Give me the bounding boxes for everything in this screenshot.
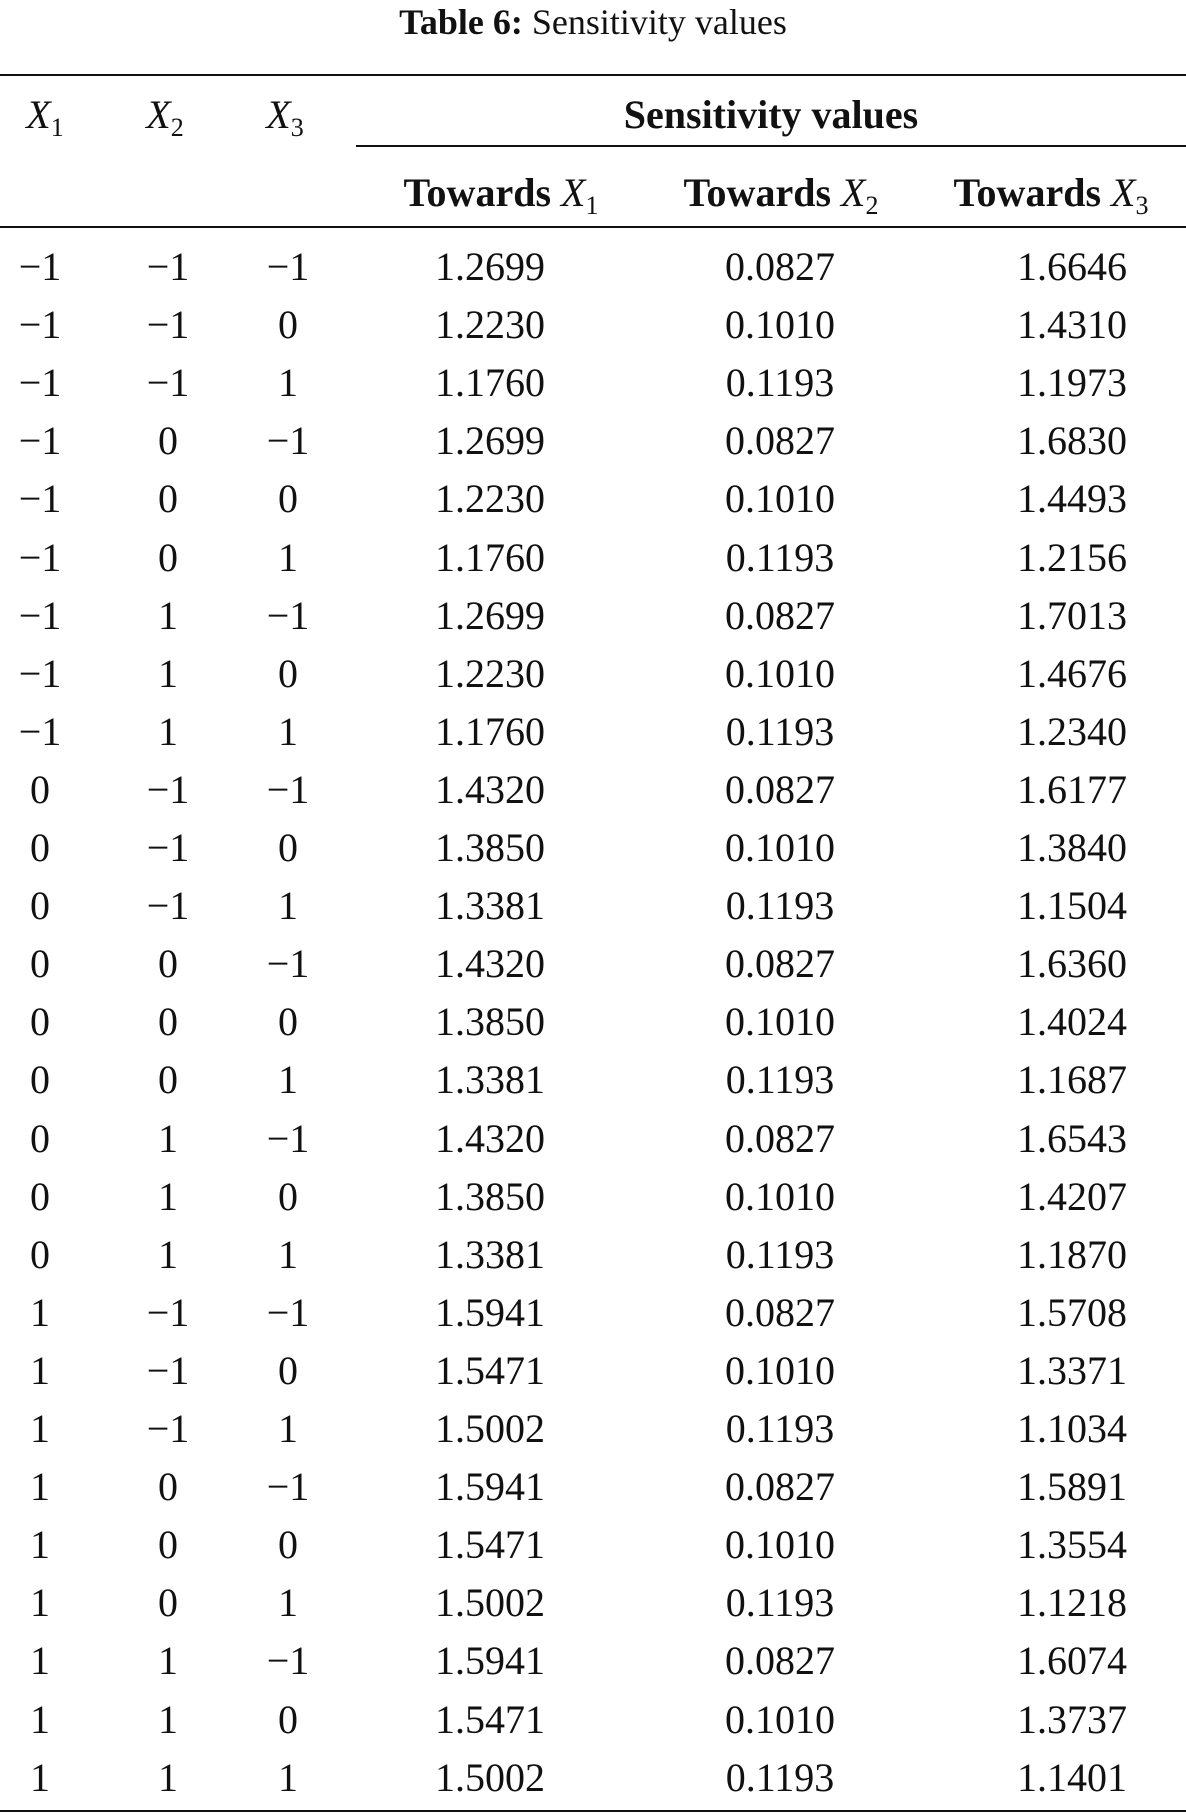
cell-towards-x2: 0.1193 [725,1754,835,1800]
cell-x1: 1 [30,1522,50,1568]
cell-x3: 1 [278,534,298,580]
cell-x2: 0 [158,418,178,464]
cell-towards-x2: 0.1010 [725,476,835,522]
cell-x1: 0 [30,825,50,870]
cell-towards-x1: 1.5002 [435,1580,545,1626]
cell-towards-x2: 0.1193 [725,708,835,754]
cell-towards-x3: 1.6543 [1017,1115,1127,1161]
cell-x2: −1 [146,244,190,289]
cell-x3: 1 [278,708,298,754]
cell-towards-x3: 1.1870 [1017,1231,1127,1277]
cell-x2: 1 [158,1754,178,1800]
cell-x3: 0 [278,302,298,348]
cell-towards-x3: 1.5708 [1017,1289,1127,1335]
cell-towards-x2: 0.1010 [725,1696,835,1742]
header-x2: $X_2$ [146,92,184,142]
cell-x2: −1 [146,825,190,870]
header-rule [0,226,1186,228]
cell-towards-x1: 1.2699 [435,592,545,638]
cell-towards-x3: 1.5891 [1017,1464,1127,1510]
cell-x3: −1 [266,1464,310,1510]
cell-x2: −1 [146,1406,190,1451]
cell-towards-x1: 1.3381 [435,1231,545,1277]
cell-x3: −1 [266,766,310,812]
cell-towards-x3: 1.2340 [1017,708,1127,754]
cell-towards-x3: 1.3554 [1017,1522,1127,1568]
cell-towards-x2: 0.0827 [725,418,835,464]
cell-towards-x3: 1.6646 [1017,244,1127,289]
cell-x1: 0 [30,999,50,1045]
cell-x1: 0 [30,1231,50,1277]
cell-towards-x1: 1.5941 [435,1289,545,1335]
cell-x2: 1 [158,650,178,696]
cell-towards-x1: 1.5941 [435,1638,545,1684]
cell-x2: −1 [146,1347,190,1393]
cell-towards-x2: 0.1010 [725,1347,835,1393]
cell-towards-x1: 1.5002 [435,1754,545,1800]
cell-x2: 1 [158,1638,178,1684]
cell-x3: 1 [278,1406,298,1451]
caption-text: Sensitivity values [531,2,787,42]
header-towards-x2: Towards $X_2$ [683,170,879,220]
cell-x2: −1 [146,360,190,406]
cell-x2: 0 [158,1522,178,1568]
cell-towards-x1: 1.3381 [435,883,545,929]
cell-x1: 0 [30,1057,50,1103]
cell-x1: 1 [30,1406,50,1451]
cell-x1: 1 [30,1347,50,1393]
cell-x2: −1 [146,302,190,348]
cell-towards-x1: 1.2230 [435,476,545,522]
cell-towards-x2: 0.1193 [725,883,835,929]
cell-towards-x1: 1.5471 [435,1696,545,1742]
cell-x3: −1 [266,418,310,464]
cell-x1: −1 [18,650,62,696]
cell-x3: −1 [266,592,310,638]
cell-towards-x3: 1.4493 [1017,476,1127,522]
cell-towards-x3: 1.4676 [1017,650,1127,696]
cell-x2: 1 [158,1115,178,1161]
caption-label: Table 6: [399,2,523,42]
cell-x3: 0 [278,476,298,522]
cell-towards-x1: 1.1760 [435,534,545,580]
cell-x3: 0 [278,650,298,696]
header-x3: $X_3$ [266,92,304,142]
cell-towards-x2: 0.1193 [725,360,835,406]
cell-towards-x2: 0.0827 [725,1464,835,1510]
cell-towards-x1: 1.2699 [435,244,545,289]
cell-x3: −1 [266,244,310,289]
cell-towards-x1: 1.3381 [435,1057,545,1103]
cell-towards-x2: 0.0827 [725,941,835,987]
cell-x1: 0 [30,1173,50,1219]
cell-towards-x3: 1.1034 [1017,1406,1127,1451]
cell-towards-x2: 0.1010 [725,1522,835,1568]
cell-x3: 0 [278,1173,298,1219]
cell-towards-x1: 1.5471 [435,1347,545,1393]
cell-towards-x1: 1.1760 [435,708,545,754]
header-towards-x1: Towards $X_1$ [403,170,599,220]
cell-x3: 1 [278,1057,298,1103]
cell-x1: 0 [30,1115,50,1161]
cell-towards-x1: 1.4320 [435,941,545,987]
cell-x2: 0 [158,999,178,1045]
cell-x1: 1 [30,1580,50,1626]
cell-x3: 0 [278,1522,298,1568]
cell-x3: 0 [278,1347,298,1393]
cell-towards-x3: 1.7013 [1017,592,1127,638]
cell-towards-x2: 0.1193 [725,1406,835,1451]
cell-x1: 1 [30,1289,50,1335]
cell-towards-x2: 0.1010 [725,825,835,870]
cell-towards-x1: 1.5471 [435,1522,545,1568]
cell-x1: −1 [18,418,62,464]
cell-x1: −1 [18,476,62,522]
cell-towards-x3: 1.4207 [1017,1173,1127,1219]
cell-towards-x3: 1.1218 [1017,1580,1127,1626]
cell-x3: 1 [278,1754,298,1800]
header-sensitivity-values: Sensitivity values [623,92,919,137]
cell-towards-x1: 1.2230 [435,302,545,348]
cell-x1: −1 [18,244,62,289]
cell-x1: 0 [30,883,50,929]
cell-x2: 0 [158,476,178,522]
cell-x2: 1 [158,708,178,754]
cell-towards-x2: 0.1193 [725,1057,835,1103]
cell-x2: 1 [158,1696,178,1742]
cell-x3: 1 [278,1231,298,1277]
cell-towards-x2: 0.1193 [725,1231,835,1277]
cell-towards-x2: 0.1193 [725,1580,835,1626]
cell-x3: 1 [278,883,298,929]
top-rule [0,74,1186,76]
cell-x2: 0 [158,941,178,987]
header-x1: $X_1$ [26,92,64,142]
cell-towards-x1: 1.4320 [435,766,545,812]
cell-towards-x1: 1.3850 [435,1173,545,1219]
cell-x1: −1 [18,708,62,754]
cell-x2: −1 [146,766,190,812]
cell-x1: 1 [30,1754,50,1800]
cell-towards-x3: 1.6830 [1017,418,1127,464]
cell-towards-x3: 1.1687 [1017,1057,1127,1103]
cell-towards-x2: 0.1010 [725,999,835,1045]
cell-x1: 0 [30,766,50,812]
cell-towards-x1: 1.2230 [435,650,545,696]
cell-x2: −1 [146,1289,190,1335]
cell-x3: −1 [266,1289,310,1335]
cell-towards-x1: 1.5941 [435,1464,545,1510]
cell-towards-x2: 0.0827 [725,1289,835,1335]
cell-towards-x3: 1.6360 [1017,941,1127,987]
cell-towards-x1: 1.4320 [435,1115,545,1161]
cell-towards-x1: 1.2699 [435,418,545,464]
cell-x3: 0 [278,999,298,1045]
cell-x1: −1 [18,592,62,638]
cell-towards-x1: 1.3850 [435,999,545,1045]
group-rule [356,145,1186,147]
cell-towards-x2: 0.0827 [725,1115,835,1161]
cell-x1: 1 [30,1638,50,1684]
cell-x2: 1 [158,1173,178,1219]
cell-towards-x2: 0.0827 [725,592,835,638]
cell-towards-x3: 1.6177 [1017,766,1127,812]
cell-x2: 0 [158,1464,178,1510]
cell-x3: −1 [266,1638,310,1684]
cell-x3: 0 [278,1696,298,1742]
cell-towards-x2: 0.0827 [725,244,835,289]
cell-x1: 1 [30,1464,50,1510]
cell-x1: 1 [30,1696,50,1742]
cell-x3: −1 [266,941,310,987]
cell-towards-x2: 0.0827 [725,1638,835,1684]
cell-towards-x3: 1.1401 [1017,1754,1127,1800]
table-caption [0,0,1186,44]
cell-x3: 1 [278,360,298,406]
cell-x2: 0 [158,534,178,580]
cell-x2: 0 [158,1580,178,1626]
cell-x1: −1 [18,360,62,406]
cell-towards-x1: 1.3850 [435,825,545,870]
cell-towards-x2: 0.1010 [725,302,835,348]
cell-towards-x2: 0.1193 [725,534,835,580]
cell-towards-x3: 1.6074 [1017,1638,1127,1684]
cell-x2: 1 [158,1231,178,1277]
cell-towards-x3: 1.1973 [1017,360,1127,406]
cell-towards-x2: 0.1010 [725,1173,835,1219]
cell-towards-x3: 1.1504 [1017,883,1127,929]
cell-towards-x3: 1.2156 [1017,534,1127,580]
cell-x2: 1 [158,592,178,638]
cell-x2: 0 [158,1057,178,1103]
cell-towards-x1: 1.5002 [435,1406,545,1451]
cell-x3: 1 [278,1580,298,1626]
cell-x1: 0 [30,941,50,987]
cell-towards-x2: 0.0827 [725,766,835,812]
cell-towards-x3: 1.3371 [1017,1347,1127,1393]
bottom-rule [0,1810,1186,1812]
cell-towards-x3: 1.3840 [1017,825,1127,870]
cell-towards-x3: 1.4024 [1017,999,1127,1045]
cell-towards-x2: 0.1010 [725,650,835,696]
cell-towards-x3: 1.3737 [1017,1696,1127,1742]
cell-towards-x1: 1.1760 [435,360,545,406]
cell-x2: −1 [146,883,190,929]
cell-x1: −1 [18,302,62,348]
header-towards-x3: Towards $X_3$ [953,170,1149,220]
cell-x3: 0 [278,825,298,870]
cell-x1: −1 [18,534,62,580]
cell-x3: −1 [266,1115,310,1161]
cell-towards-x3: 1.4310 [1017,302,1127,348]
